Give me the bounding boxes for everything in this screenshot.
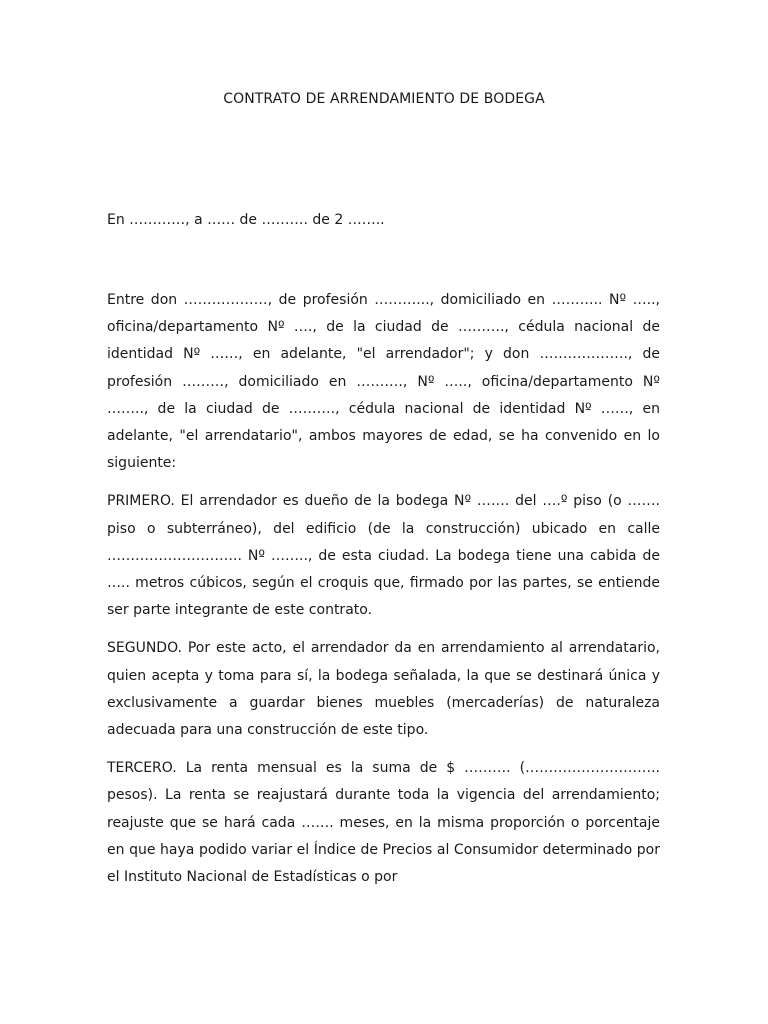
document-body (107, 287, 660, 902)
dateline: En …………, a …… de ………. de 2 …….. (107, 212, 385, 228)
paragraph-tercero: TERCERO. La renta mensual es la suma de $ ………. (……………………….. pesos). La renta se reajustará durante toda la vigencia del arrendamiento; reajuste que se hará cada ……. meses, en la misma proporción o porcentaje en que haya podido variar el Índice de Precios al Consumidor determinado por el Instituto Nacional de Estadísticas o por (107, 760, 660, 886)
paragraph-segundo: SEGUNDO. Por este acto, el arrendador da en arrendamiento al arrendatario, quien acepta y toma para sí, la bodega señalada, la que se destinará única y exclusivamente a guardar bienes muebles (mercaderías) de naturaleza adecuada para una construcción de este tipo. (107, 640, 660, 739)
paragraph-primero: PRIMERO. El arrendador es dueño de la bodega Nº ……. del ….º piso (o ……. piso o subterráneo), del edificio (de la construcción) ubicado en calle ……………………….. Nº …….., de esta ciudad. La bodega tiene una cabida de ….. metros cúbicos, según el croquis que, firmado por las partes, se entiende ser parte integrante de este contrato. (107, 493, 660, 619)
document-title: CONTRATO DE ARRENDAMIENTO DE BODEGA (223, 91, 545, 107)
paragraph-parties: Entre don ………………, de profesión ………..., domiciliado en ……….. Nº ….., oficina/departamento Nº …., de la ciudad de ………., cédula nacional de identidad Nº ……, en adelante, "el arrendador"; y don ………………., de profesión ………, domiciliado en ………., Nº ….., oficina/departamento Nº …….., de la ciudad de ………., cédula nacional de identidad Nº ……, en adelante, "el arrendatario", ambos mayores de edad, se ha convenido en lo siguiente: (107, 292, 660, 472)
